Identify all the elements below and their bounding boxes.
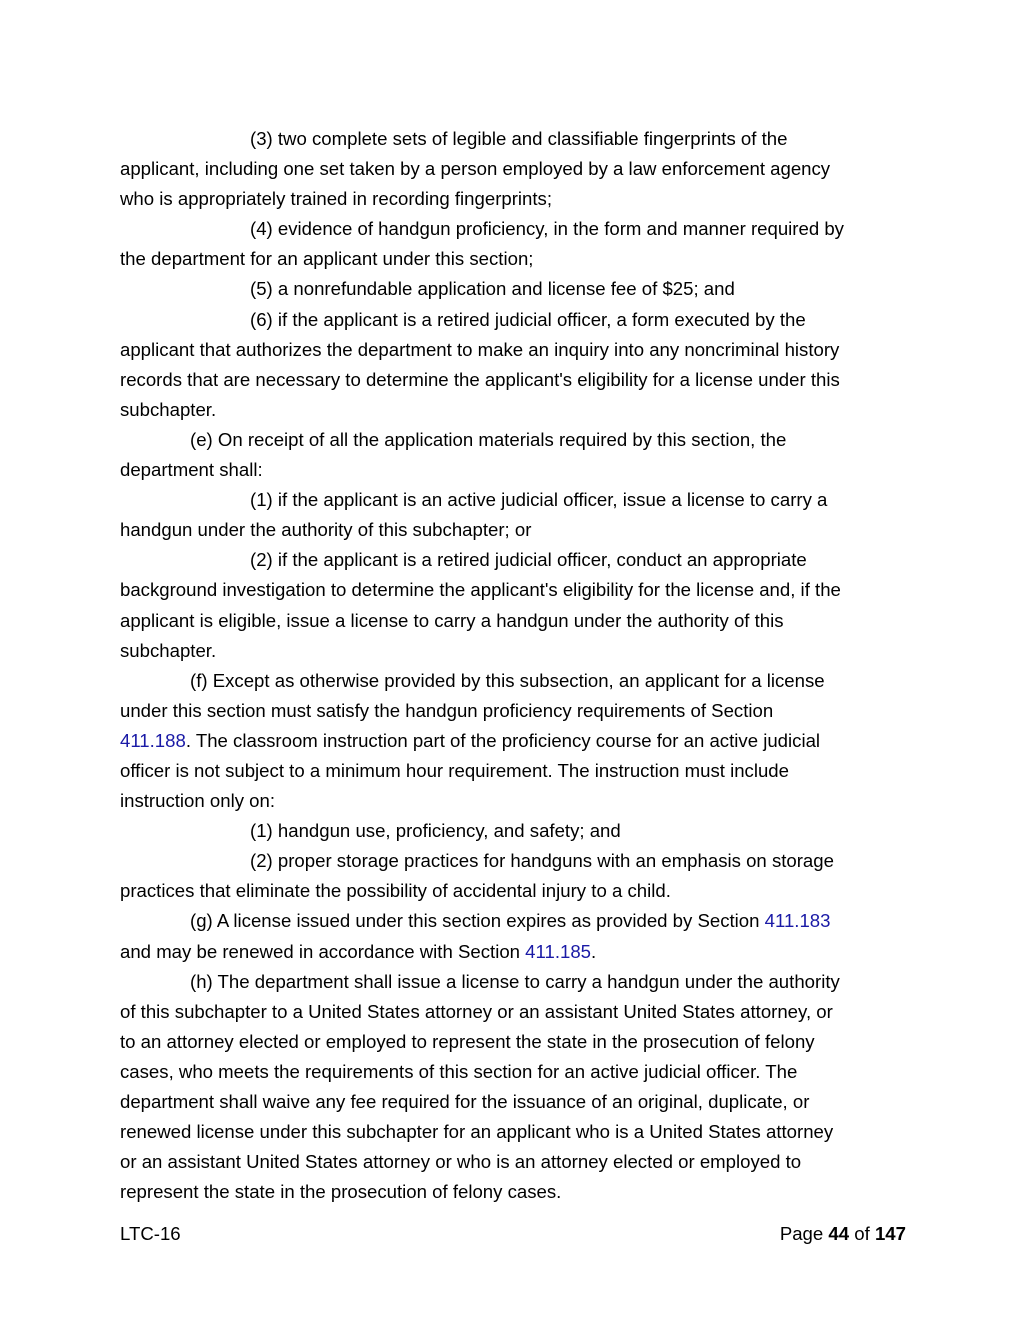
text-line: department shall waive any fee required for the issuance of an original, duplicate, or <box>120 1091 810 1112</box>
text-line: cases, who meets the requirements of this section for an active judicial officer. The <box>120 1060 798 1082</box>
text-line: instruction only on: <box>120 790 276 812</box>
text-line: (1) if the applicant is an active judicial officer, issue a license to carry a <box>250 489 828 511</box>
text-line: department shall: <box>120 459 263 481</box>
text-line: (2) proper storage practices for handguns with an emphasis on storage <box>250 850 834 872</box>
text-line: applicant, including one set taken by a person employed by a law enforcement agency <box>120 158 831 180</box>
paragraph-item-f2 <box>120 846 906 906</box>
text-line: (4) evidence of handgun proficiency, in the form and manner required by <box>250 218 844 240</box>
section-link-411-183[interactable]: 411.183 <box>764 910 831 932</box>
text-fragment: . The classroom instruction part of the proficiency course for an active judicial <box>185 729 821 751</box>
text-line: records that are necessary to determine the applicant's eligibility for a license under this <box>120 368 840 390</box>
text-line: handgun under the authority of this subchapter; or <box>120 519 532 541</box>
paragraph-subsection-e <box>120 425 906 485</box>
text-line-with-link <box>120 906 906 936</box>
text-line: or an assistant United States attorney or who is an attorney elected or employed to <box>120 1151 802 1173</box>
page-total: 147 <box>874 1223 906 1244</box>
paragraph-subsection-f <box>120 666 906 816</box>
text-line-with-link <box>120 937 906 967</box>
text-fragment: . <box>591 940 597 962</box>
page-label: Page <box>779 1223 824 1244</box>
text-line: (6) if the applicant is a retired judicial officer, a form executed by the <box>250 308 806 330</box>
text-line: background investigation to determine the applicant's eligibility for the license and, if the <box>120 579 841 601</box>
text-line: subchapter. <box>120 639 217 661</box>
paragraph-item-d3 <box>120 124 906 214</box>
text-line: applicant is eligible, issue a license to carry a handgun under the authority of this <box>120 609 784 631</box>
text-line: represent the state in the prosecution of felony cases. <box>120 1181 562 1203</box>
paragraph-item-e1 <box>120 485 906 545</box>
paragraph-item-d6 <box>120 305 906 425</box>
of-label: of <box>854 1223 870 1244</box>
page-number: 44 <box>828 1223 850 1244</box>
footer-doc-id: LTC-16 <box>120 1223 181 1244</box>
text-line: practices that eliminate the possibility of accidental injury to a child. <box>120 880 671 902</box>
section-link-411-188[interactable]: 411.188 <box>120 729 186 751</box>
text-line: (5) a nonrefundable application and license fee of $25; and <box>250 278 735 300</box>
footer-page-indicator <box>780 1221 906 1247</box>
text-line: (h) The department shall issue a license to carry a handgun under the authority <box>190 970 840 992</box>
text-line: who is appropriately trained in recording fingerprints; <box>120 188 553 210</box>
paragraph-subsection-g <box>120 906 906 966</box>
text-fragment: (g) A license issued under this section expires as provided by Section <box>190 910 765 932</box>
text-line: (2) if the applicant is a retired judicial officer, conduct an appropriate <box>250 549 807 571</box>
text-line: (1) handgun use, proficiency, and safety; and <box>250 820 621 842</box>
paragraph-item-f1 <box>120 816 906 846</box>
text-line: subchapter. <box>120 398 217 420</box>
document-body <box>120 124 906 1207</box>
text-line: to an attorney elected or employed to represent the state in the prosecution of felony <box>120 1030 815 1052</box>
paragraph-subsection-h <box>120 967 906 1208</box>
text-line: of this subchapter to a United States attorney or an assistant United States attorney, or <box>120 1000 833 1022</box>
text-line: (e) On receipt of all the application materials required by this section, the <box>190 428 787 450</box>
text-line: the department for an applicant under this section; <box>120 248 534 270</box>
paragraph-item-d5 <box>120 274 906 304</box>
text-line: (f) Except as otherwise provided by this subsection, an applicant for a license <box>190 669 825 691</box>
text-line: applicant that authorizes the department to make an inquiry into any noncriminal history <box>120 338 840 360</box>
text-fragment: and may be renewed in accordance with Section <box>120 940 526 962</box>
text-line: under this section must satisfy the handgun proficiency requirements of Section <box>120 699 774 721</box>
paragraph-item-e2 <box>120 545 906 665</box>
text-line: (3) two complete sets of legible and classifiable fingerprints of the <box>250 128 788 149</box>
section-link-411-185[interactable]: 411.185 <box>525 940 592 962</box>
text-line: renewed license under this subchapter for an applicant who is a United States attorney <box>120 1121 834 1143</box>
paragraph-item-d4 <box>120 214 906 274</box>
text-line-with-link <box>120 726 906 756</box>
text-line: officer is not subject to a minimum hour requirement. The instruction must include <box>120 759 789 781</box>
